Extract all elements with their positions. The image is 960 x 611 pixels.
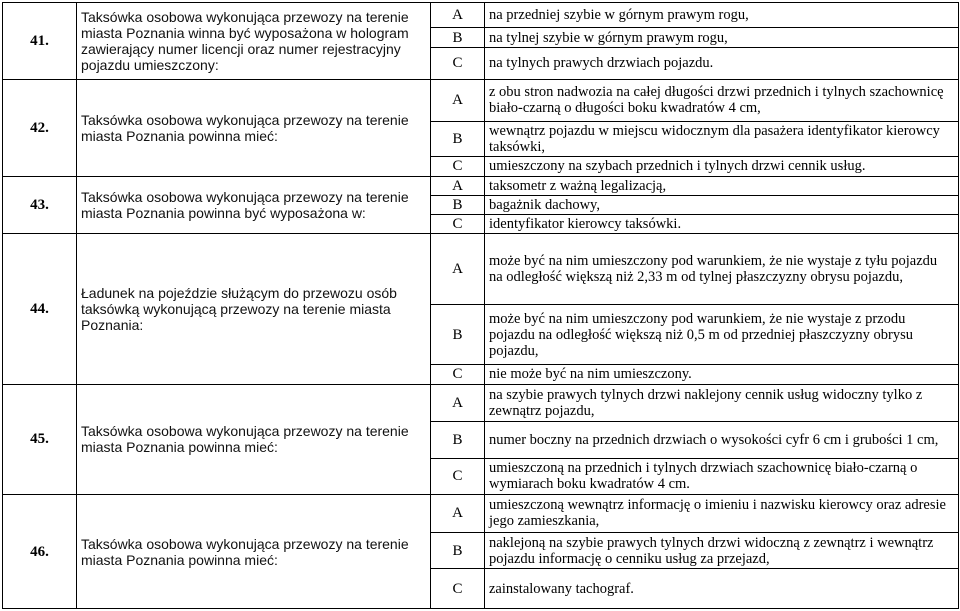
answer-text: umieszczoną wewnątrz informację o imieniu i nazwisku kierowcy oraz adresie jego zamieszkania, <box>485 495 959 533</box>
answer-letter: B <box>431 121 485 157</box>
answer-text: bagażnik dachowy, <box>485 195 959 214</box>
answer-letter: B <box>431 195 485 214</box>
answer-letter: C <box>431 157 485 176</box>
answer-letter: B <box>431 28 485 47</box>
answer-text: może być na nim umieszczony pod warunkiem, że nie wystaje z tyłu pojazdu na odległość większą niż 2,33 m od tylnej płaszczyzny obrysu pojazdu, <box>485 234 959 305</box>
answer-row <box>3 234 959 305</box>
question-text: Taksówka osobowa wykonująca przewozy na terenie miasta Poznania powinna mieć: <box>77 495 431 609</box>
answer-text: wewnątrz pojazdu w miejscu widocznym dla pasażera identyfikator kierowcy taksówki, <box>485 121 959 157</box>
answer-row <box>3 80 959 122</box>
answer-text: nie może być na nim umieszczony. <box>485 365 959 384</box>
answer-letter: A <box>431 80 485 122</box>
answer-letter: C <box>431 215 485 234</box>
answer-row <box>3 495 959 533</box>
question-text: Ładunek na pojeździe służącym do przewozu osób taksówką wykonującą przewozy na terenie miasta Poznania: <box>77 234 431 384</box>
question-text: Taksówka osobowa wykonująca przewozy na terenie miasta Poznania powinna mieć: <box>77 384 431 495</box>
question-number: 46. <box>3 495 77 609</box>
answer-letter: A <box>431 234 485 305</box>
question-number: 45. <box>3 384 77 495</box>
answer-letter: B <box>431 422 485 459</box>
question-text: Taksówka osobowa wykonująca przewozy na terenie miasta Poznania powinna mieć: <box>77 80 431 176</box>
answer-letter: C <box>431 47 485 79</box>
answer-row <box>3 176 959 195</box>
question-number: 41. <box>3 3 77 80</box>
answer-letter: C <box>431 458 485 495</box>
answer-text: może być na nim umieszczony pod warunkiem, że nie wystaje z przodu pojazdu na odległość większą niż 0,5 m od przedniej płaszczyzny obrysu pojazdu, <box>485 305 959 365</box>
answer-text: na tylnych prawych drzwiach pojazdu. <box>485 47 959 79</box>
answer-letter: C <box>431 569 485 609</box>
answer-text: zainstalowany tachograf. <box>485 569 959 609</box>
answer-text: na tylnej szybie w górnym prawym rogu, <box>485 28 959 47</box>
answer-letter: B <box>431 532 485 569</box>
question-number: 43. <box>3 176 77 234</box>
answer-text: identyfikator kierowcy taksówki. <box>485 215 959 234</box>
answer-text: na szybie prawych tylnych drzwi naklejony cennik usług widoczny tylko z zewnątrz pojazdu, <box>485 384 959 422</box>
answer-letter: A <box>431 176 485 195</box>
question-number: 42. <box>3 80 77 176</box>
answer-letter: A <box>431 384 485 422</box>
answer-letter: B <box>431 305 485 365</box>
answer-text: taksometr z ważną legalizacją, <box>485 176 959 195</box>
answer-letter: A <box>431 495 485 533</box>
answer-letter: A <box>431 3 485 28</box>
answer-text: z obu stron nadwozia na całej długości drzwi przednich i tylnych szachownicę biało-czarną o długości boku kwadratów 4 cm, <box>485 80 959 122</box>
answer-text: numer boczny na przednich drzwiach o wysokości cyfr 6 cm i grubości 1 cm, <box>485 422 959 459</box>
question-number: 44. <box>3 234 77 384</box>
answer-row <box>3 3 959 28</box>
answer-row <box>3 384 959 422</box>
answer-text: na przedniej szybie w górnym prawym rogu, <box>485 3 959 28</box>
question-text: Taksówka osobowa wykonująca przewozy na terenie miasta Poznania winna być wyposażona w hologram zawierający numer licencji oraz numer rejestracyjny pojazdu umieszczony: <box>77 3 431 80</box>
question-text: Taksówka osobowa wykonująca przewozy na terenie miasta Poznania powinna być wyposażona w: <box>77 176 431 234</box>
answer-text: umieszczoną na przednich i tylnych drzwiach szachownicę biało-czarną o wymiarach boku kwadratów 4 cm. <box>485 458 959 495</box>
quiz-body <box>3 3 959 609</box>
answer-text: naklejoną na szybie prawych tylnych drzwi widoczną z zewnątrz i wewnątrz pojazdu informację o cenniku usług za przejazd, <box>485 532 959 569</box>
quiz-table <box>2 2 959 609</box>
answer-letter: C <box>431 365 485 384</box>
answer-text: umieszczony na szybach przednich i tylnych drzwi cennik usług. <box>485 157 959 176</box>
